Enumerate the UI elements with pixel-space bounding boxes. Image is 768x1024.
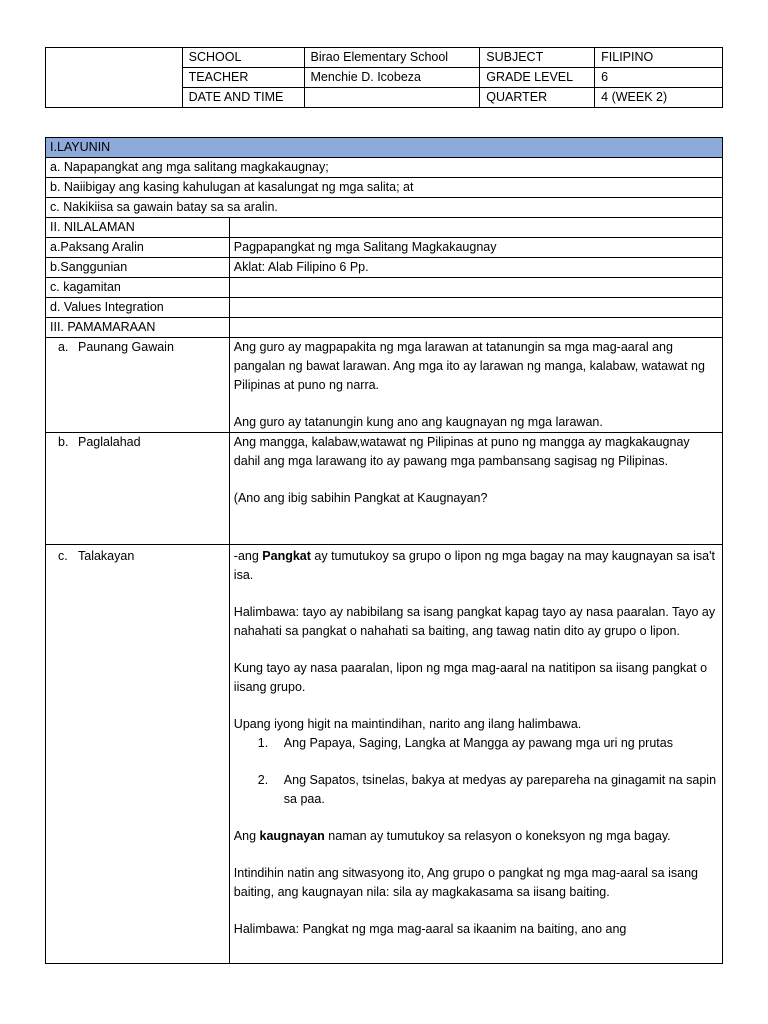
paunang-gawain-label: Paunang Gawain: [78, 340, 174, 354]
layunin-item-c: c. Nakikiisa sa gawain batay sa sa aralin.: [46, 198, 723, 218]
layunin-heading: I.LAYUNIN: [46, 138, 723, 158]
list-item-number: 2.: [257, 773, 269, 787]
paglalahad-label: Paglalahad: [78, 435, 141, 449]
kagamitan-value: [229, 278, 722, 298]
paglalahad-p1: Ang mangga, kalabaw,watawat ng Pilipinas at puno ng mangga ay magkakaugnay dahil ang mga larawang ito ay pawang mga pambansang sagisag ng Pilipinas.: [233, 435, 690, 468]
talakayan-p6: Intindihin natin ang sitwasyong ito, Ang grupo o pangkat ng mga mag-aaral sa isang baiting, ang kaugnayan nila: sila ay magkakasama sa iisang baiting.: [233, 866, 698, 899]
layunin-item-b: b. Naiibigay ang kasing kahulugan at kasalungat ng mga salita; at: [46, 178, 723, 198]
layunin-item-a: a. Napapangkat ang mga salitang magkakaugnay;: [46, 158, 723, 178]
talakayan-p1-post: ay tumutukoy sa grupo o lipon ng mga bagay na may kaugnayan sa isa't isa.: [233, 549, 715, 582]
list-item: [258, 734, 718, 753]
paksang-aralin-value: Pagpapangkat ng mga Salitang Magkakaugnay: [229, 238, 722, 258]
teacher-value: Menchie D. Icobeza: [304, 68, 480, 88]
paglalahad-label-cell: [46, 433, 230, 545]
list-item-text: Ang Papaya, Saging, Langka at Mangga ay pawang mga uri ng prutas: [283, 736, 673, 750]
school-label: SCHOOL: [182, 48, 304, 68]
pamamaraan-heading: III. PAMAMARAAN: [46, 318, 230, 338]
talakayan-marker: c.: [58, 549, 68, 563]
paunang-gawain-p2: Ang guro ay tatanungin kung ano ang kaugnayan ng mga larawan.: [233, 415, 603, 429]
lesson-plan-table: [45, 137, 723, 964]
sanggunian-label: b.Sanggunian: [46, 258, 230, 278]
halimbawa-list: [234, 734, 718, 809]
grade-level-value: 6: [595, 68, 723, 88]
date-time-value: [304, 88, 480, 108]
kagamitan-label: c. kagamitan: [46, 278, 230, 298]
school-value: Birao Elementary School: [304, 48, 480, 68]
list-item: [258, 771, 718, 809]
paunang-gawain-marker: a.: [58, 340, 69, 354]
subject-label: SUBJECT: [480, 48, 595, 68]
talakayan-p1-pre: -ang: [233, 549, 263, 563]
quarter-label: QUARTER: [480, 88, 595, 108]
talakayan-label-cell: [46, 545, 230, 964]
talakayan-p1: [234, 547, 718, 585]
values-integration-value: [229, 298, 722, 318]
header-blank-cell: [46, 48, 183, 108]
nilalaman-heading: II. NILALAMAN: [46, 218, 230, 238]
kaugnayan-term: kaugnayan: [259, 829, 325, 843]
talakayan-p3: Kung tayo ay nasa paaralan, lipon ng mga mag-aaral na natitipon sa iisang pangkat o iisang grupo.: [233, 661, 708, 694]
talakayan-p5: [234, 827, 718, 846]
paglalahad-marker: b.: [58, 435, 69, 449]
paunang-gawain-label-cell: [46, 338, 230, 433]
pamamaraan-heading-blank: [229, 318, 722, 338]
talakayan-p5-pre: Ang: [233, 829, 260, 843]
quarter-value: 4 (WEEK 2): [595, 88, 723, 108]
paunang-gawain-content: [229, 338, 722, 433]
talakayan-p4: Upang iyong higit na maintindihan, narito ang ilang halimbawa.: [233, 717, 582, 731]
talakayan-p2: Halimbawa: tayo ay nabibilang sa isang pangkat kapag tayo ay nasa paaralan. Tayo ay nahahati sa pangkat o nahahati sa baiting, ang tawag natin dito ay grupo o lipon.: [233, 605, 716, 638]
sanggunian-value: Aklat: Alab Filipino 6 Pp.: [229, 258, 722, 278]
talakayan-label: Talakayan: [78, 549, 135, 563]
teacher-label: TEACHER: [182, 68, 304, 88]
talakayan-content: [229, 545, 722, 964]
date-time-label: DATE AND TIME: [182, 88, 304, 108]
nilalaman-heading-blank: [229, 218, 722, 238]
paksang-aralin-label: a.Paksang Aralin: [46, 238, 230, 258]
talakayan-p7: Halimbawa: Pangkat ng mga mag-aaral sa ikaanim na baiting, ano ang: [233, 922, 627, 936]
paunang-gawain-p1: Ang guro ay magpapakita ng mga larawan at tatanungin sa mga mag-aaral ang pangalan ng bawat larawan. Ang mga ito ay larawan ng manga, kalabaw, watawat ng Pilipinas at puno ng narra.: [233, 340, 705, 392]
list-item-number: 1.: [257, 736, 269, 750]
header-table: [45, 47, 723, 108]
subject-value: FILIPINO: [595, 48, 723, 68]
grade-level-label: GRADE LEVEL: [480, 68, 595, 88]
values-integration-label: d. Values Integration: [46, 298, 230, 318]
talakayan-p5-post: naman ay tumutukoy sa relasyon o koneksyon ng mga bagay.: [324, 829, 671, 843]
paglalahad-p2: (Ano ang ibig sabihin Pangkat at Kaugnayan?: [233, 491, 488, 505]
pangkat-term: Pangkat: [262, 549, 311, 563]
list-item-text: Ang Sapatos, tsinelas, bakya at medyas ay parepareha na ginagamit na sapin sa paa.: [283, 773, 717, 806]
paglalahad-content: [229, 433, 722, 545]
